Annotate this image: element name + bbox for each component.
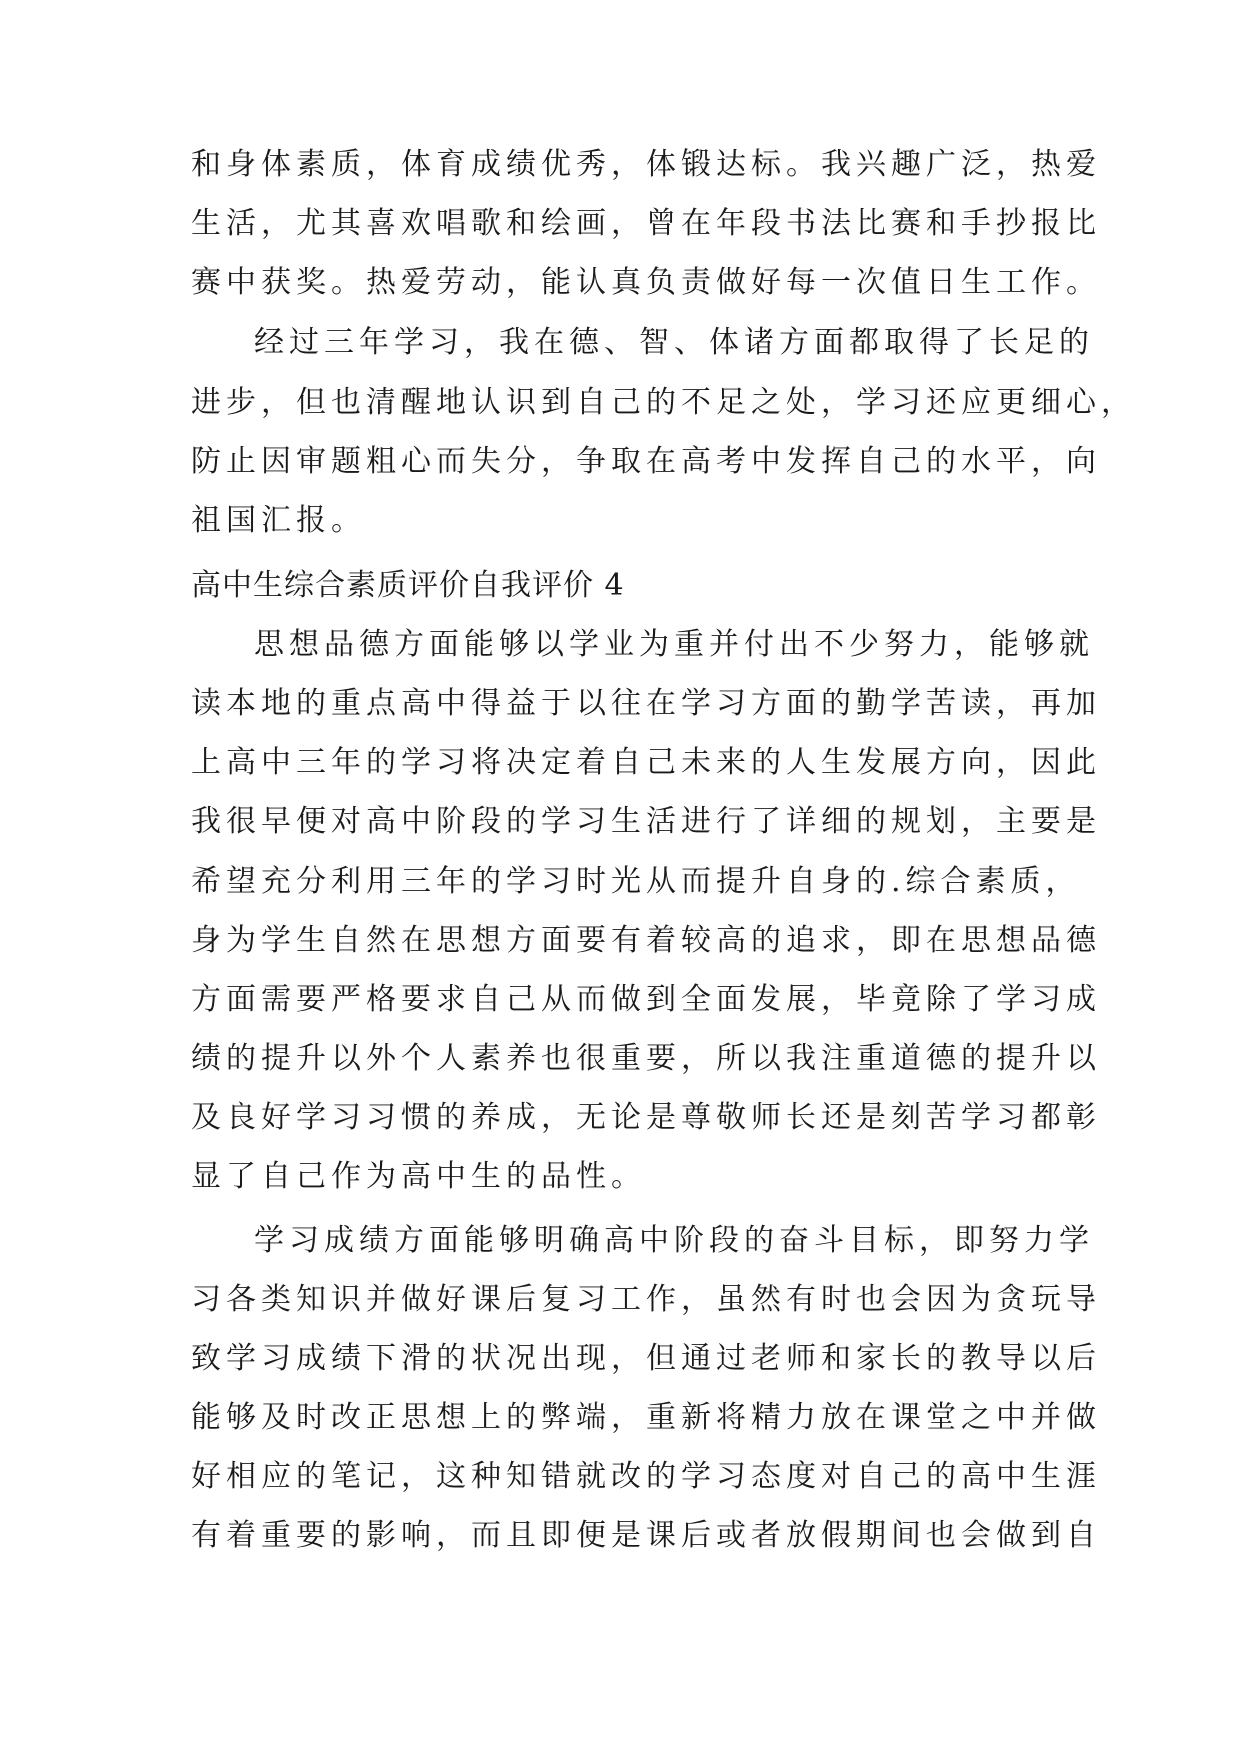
text-line: 读本地的重点高中得益于以往在学习方面的勤学苦读，再加 (191, 686, 1101, 721)
text-line: 我很早便对高中阶段的学习生活进行了详细的规划，主要是 (191, 804, 1101, 839)
text-line: 显了自己作为高中生的品性。 (191, 1159, 646, 1194)
text-line: 希望充分利用三年的学习时光从而提升自身的.综合素质， (191, 864, 1081, 899)
text-line: 致学习成绩下滑的状况出现，但通过老师和家长的教导以后 (191, 1341, 1101, 1376)
text-line: 好相应的笔记，这种知错就改的学习态度对自己的高中生涯 (191, 1459, 1101, 1494)
text-line: 绩的提升以外个人素养也很重要，所以我注重道德的提升以 (191, 1041, 1101, 1076)
text-line: 生活，尤其喜欢唱歌和绘画，曾在年段书法比赛和手抄报比 (191, 206, 1101, 241)
text-line: 有着重要的影响，而且即便是课后或者放假期间也会做到自 (191, 1518, 1101, 1553)
text-line: 和身体素质，体育成绩优秀，体锻达标。我兴趣广泛，热爱 (191, 147, 1101, 182)
text-line: 上高中三年的学习将决定着自己未来的人生发展方向，因此 (191, 745, 1101, 780)
text-line: 学习成绩方面能够明确高中阶段的奋斗目标，即努力学 (254, 1223, 1094, 1258)
text-line: 祖国汇报。 (191, 503, 366, 538)
text-line: 能够及时改正思想上的弊端，重新将精力放在课堂之中并做 (191, 1400, 1101, 1435)
text-line: 进步，但也清醒地认识到自己的不足之处，学习还应更细心， (191, 385, 1136, 420)
section-heading: 高中生综合素质评价自我评价 4 (191, 568, 625, 603)
text-line: 赛中获奖。热爱劳动，能认真负责做好每一次值日生工作。 (191, 265, 1101, 300)
text-line: 经过三年学习，我在德、智、体诸方面都取得了长足的 (254, 325, 1094, 360)
text-line: 及良好学习习惯的养成，无论是尊敬师长还是刻苦学习都彰 (191, 1100, 1101, 1135)
text-line: 身为学生自然在思想方面要有着较高的追求，即在思想品德 (191, 923, 1101, 958)
text-line: 防止因审题粗心而失分，争取在高考中发挥自己的水平，向 (191, 444, 1101, 479)
text-line: 方面需要严格要求自己从而做到全面发展，毕竟除了学习成 (191, 982, 1101, 1017)
text-line: 习各类知识并做好课后复习工作，虽然有时也会因为贪玩导 (191, 1282, 1101, 1317)
text-line: 思想品德方面能够以学业为重并付出不少努力，能够就 (254, 627, 1094, 662)
